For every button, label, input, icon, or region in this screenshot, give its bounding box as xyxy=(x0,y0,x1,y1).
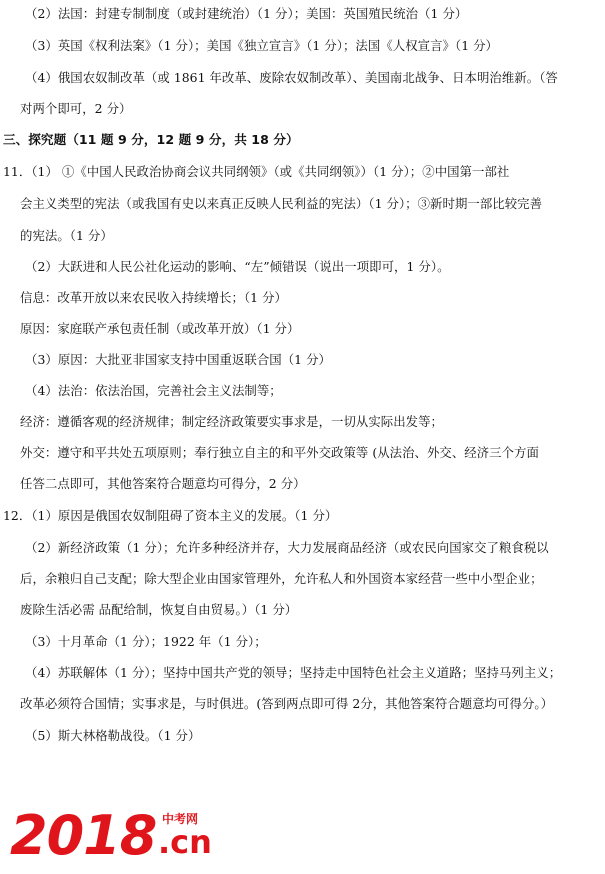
site-logo xyxy=(10,806,270,868)
q11-info: 信息：改革开放以来农民收入持续增长；（1 分） xyxy=(20,290,287,305)
q11-reason: 原因：家庭联产承包责任制（或改革开放）（1 分） xyxy=(20,321,300,336)
q12-part4-line-2: 改革必须符合国情；实事求是，与时俱进。(答到两点即可得 2分，其他答案符合题意均可得分。） xyxy=(20,696,554,711)
section-heading: 三、探究题（11 题 9 分，12 题 9 分，共 18 分） xyxy=(3,132,299,147)
q12-part5: （5）斯大林格勒战役。（1 分） xyxy=(25,728,201,743)
q12-part1: 12．（1）原因是俄国农奴制阻碍了资本主义的发展。（1 分） xyxy=(3,508,338,523)
q11-line-2: 会主义类型的宪法（或我国有史以来真正反映人民利益的宪法）（1 分）；③新时期一部比较完善 xyxy=(20,196,543,211)
q12-part4-line-1: （4）苏联解体（1 分）；坚持中国共产党的领导；坚持走中国特色社会主义道路；坚持马列主义； xyxy=(25,665,562,680)
q11-part3: （3）原因：大批亚非国家支持中国重返联合国（1 分） xyxy=(25,352,331,367)
q12-part3: （3）十月革命（1 分）；1922 年（1 分）； xyxy=(25,634,267,649)
q12-part2-line-2: 后，余粮归自己支配；除大型企业由国家管理外，允许私人和外国资本家经营一些中小型企业； xyxy=(20,571,543,586)
answer-line-1-3: （3）英国《权利法案》（1 分）；美国《独立宣言》（1 分）；法国《人权宣言》（1 分） xyxy=(25,38,499,53)
logo-site-name: 中考网 xyxy=(162,812,199,826)
q12-part2-line-3: 废除生活必需 品配给制，恢复自由贸易。）（1 分） xyxy=(20,602,298,617)
logo-domain: .cn xyxy=(158,823,212,861)
q11-part4-economy: 经济：遵循客观的经济规律；制定经济政策要实事求是，一切从实际出发等； xyxy=(20,414,443,429)
answer-line-1-4a: （4）俄国农奴制改革（或 1861 年改革、废除农奴制改革）、美国南北战争、日本明治维新。（答 xyxy=(25,70,558,85)
logo-year: 2018 xyxy=(10,804,157,867)
q11-part4-diplomacy: 外交：遵守和平共处五项原则；奉行独立自主的和平外交政策等 (从法治、外交、经济三个方面 xyxy=(20,445,539,460)
q11-line-3: 的宪法。（1 分） xyxy=(20,228,113,243)
q11-part2: （2）大跃进和人民公社化运动的影响、“左”倾错误（说出一项即可，1 分）。 xyxy=(25,259,450,274)
answer-line-1-4b: 对两个即可，2 分） xyxy=(20,101,132,116)
answer-line-1-2: （2）法国：封建专制制度（或封建统治）（1 分）；美国：英国殖民统治（1 分） xyxy=(25,6,468,21)
q11-line-1: 11．（1） ①《中国人民政治协商会议共同纲领》（或《共同纲领》）（1 分）；②中国第一部社 xyxy=(3,164,510,179)
q12-part2-line-1: （2）新经济政策（1 分）；允许多种经济并存，大力发展商品经济（或农民向国家交了粮食税以 xyxy=(25,540,549,555)
q11-part4-note: 任答二点即可，其他答案符合题意均可得分，2 分） xyxy=(20,476,306,491)
q11-part4-law: （4）法治：依法治国，完善社会主义法制等； xyxy=(25,383,282,398)
